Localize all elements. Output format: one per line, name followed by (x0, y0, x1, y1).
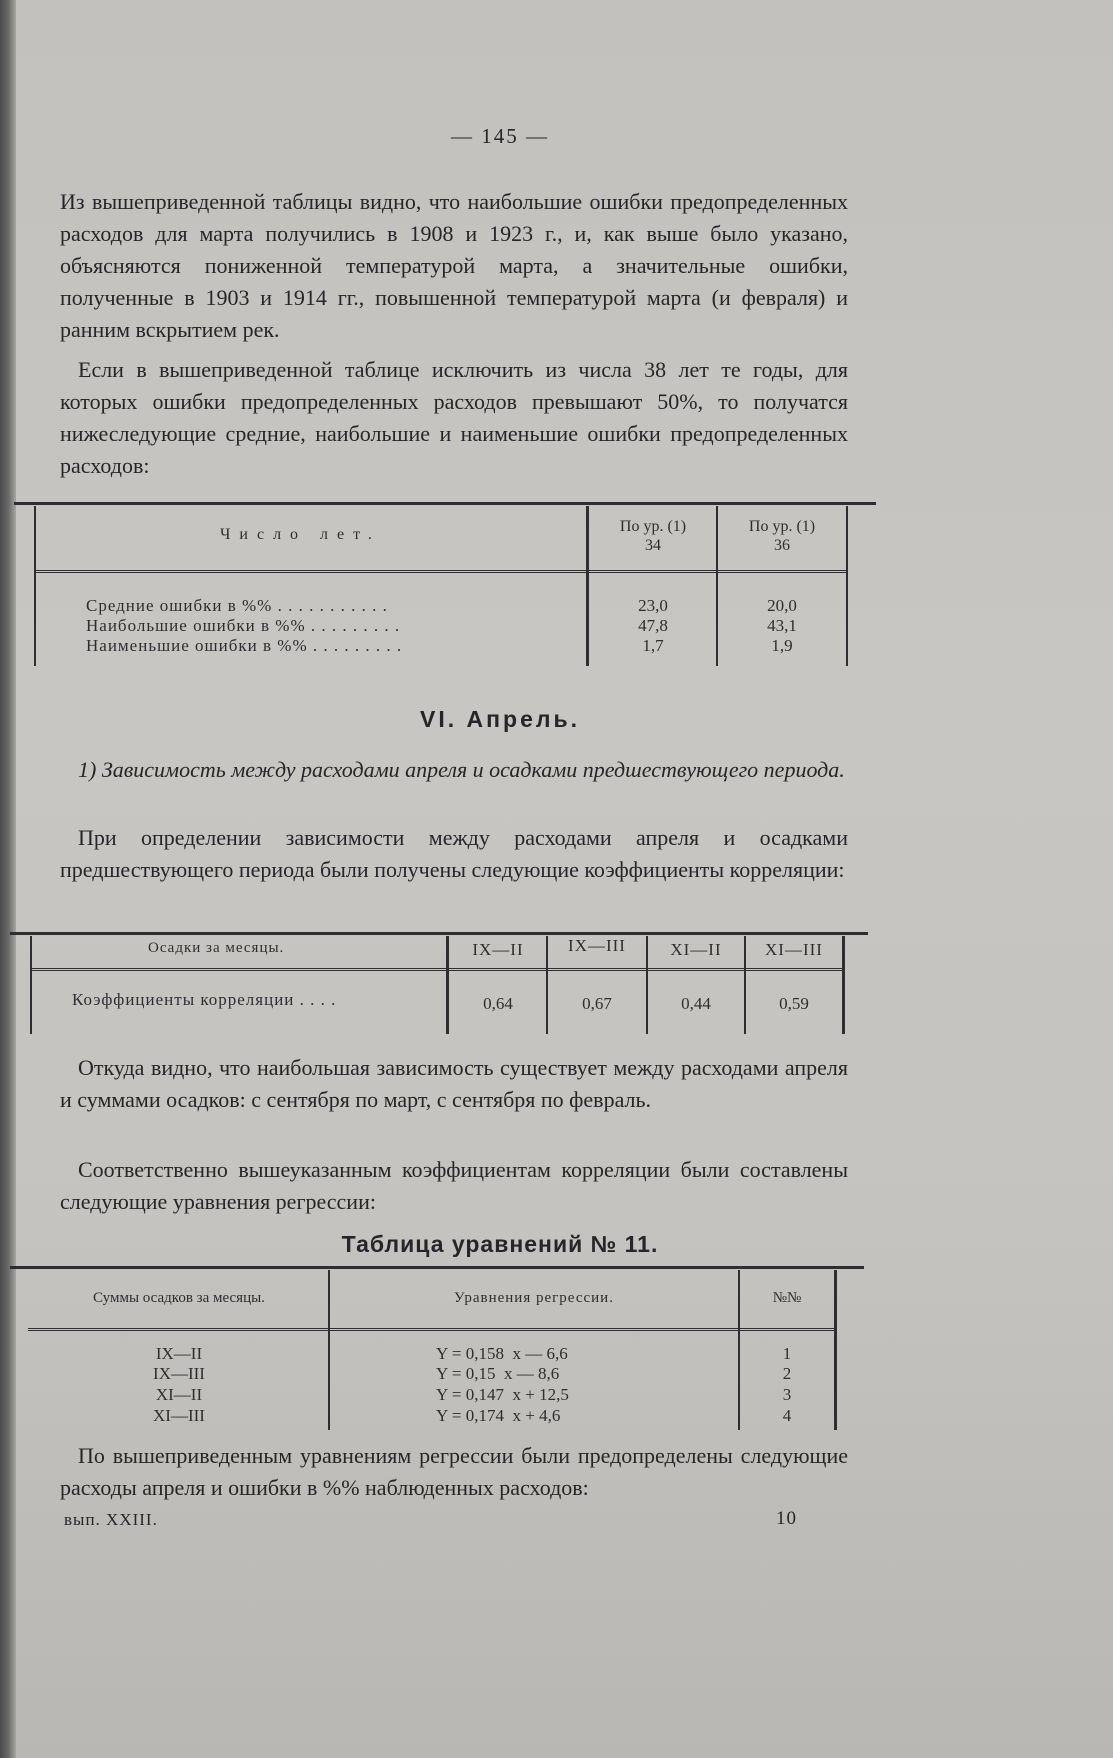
period-cell: IX—III (153, 1364, 205, 1383)
col-header: 34 (645, 537, 661, 554)
number-cell: 3 (782, 1385, 792, 1404)
row-value: 20,0 (767, 596, 797, 615)
period-header: XI—III (765, 940, 823, 959)
table-border (34, 506, 36, 666)
row-label: Наибольшие ошибки в %% . . . . . . . . . (86, 616, 401, 635)
equation-cell: Y = 0,158 x — 6,6 (436, 1344, 568, 1363)
section-heading: VI. Апрель. (420, 706, 580, 732)
paragraph-4: Откуда видно, что наибольшая зависимость существует между расходами апреля и суммами осадков: с сентября по март, с сентября по февраль. (60, 1055, 848, 1112)
equation-cell: Y = 0,15 x — 8,6 (436, 1364, 560, 1383)
paragraph-3: При определении зависимости между расходами апреля и осадками предшествующего периода были получены следующие коэффициенты корреляции: (60, 825, 848, 882)
number-cell: 4 (782, 1406, 792, 1425)
table-border (30, 936, 32, 1034)
number-cell: 1 (782, 1344, 792, 1363)
paragraph-6: По вышеприведенным уравнениям регрессии были предопределены следующие расходы апреля и ошибки в %% наблюденных расходов: (60, 1443, 848, 1500)
col-header: По ур. (1) (748, 518, 816, 535)
row-value: 1,7 (642, 636, 664, 655)
row-value: 47,8 (638, 616, 668, 635)
paragraph-1: Из вышеприведенной таблицы видно, что наибольшие ошибки предопределенных расходов для марта получились в 1908 и 1923 г., и, как выше было указано, объясняются пониженной температурой марта, а значительные ошибки, полученные в 1903 и 1914 гг., повышенной температурой марта (и февраля) и ранним вскрытием рек. (60, 189, 848, 342)
col-header: Уравнения регрессии. (454, 1290, 614, 1306)
row-label: Наименьшие ошибки в %% . . . . . . . . . (86, 636, 403, 655)
table-rule (32, 968, 844, 971)
paragraph-5: Соответственно вышеуказанным коэффициентам корреляции были составлены следующие уравнения регрессии: (60, 1157, 848, 1214)
row-value: 23,0 (638, 596, 668, 615)
correlation-value: 0,64 (483, 994, 513, 1013)
col-header: №№ (772, 1290, 802, 1306)
correlation-value: 0,67 (582, 994, 612, 1013)
correlation-value: 0,44 (681, 994, 711, 1013)
table-title: Таблица уравнений № 11. (341, 1231, 659, 1257)
table-rule (10, 1266, 864, 1269)
row-label: Средние ошибки в %% . . . . . . . . . . . (86, 596, 388, 615)
period-header: XI—II (670, 940, 722, 959)
number-cell: 2 (782, 1364, 792, 1383)
table-rule (14, 502, 876, 505)
table-border (446, 936, 449, 1034)
subsection-title: 1) Зависимость между расходами апреля и осадками предшествующего периода. (78, 757, 845, 782)
col-header: 36 (774, 537, 790, 554)
table-rule (10, 932, 868, 935)
col-header: Суммы осадков за месяцы. (93, 1290, 265, 1306)
period-cell: IX—II (155, 1344, 203, 1363)
row-label: Коэффициенты корреляции . . . . (72, 990, 337, 1009)
page-binding-edge (0, 0, 16, 1758)
equation-cell: Y = 0,174 x + 4,6 (436, 1406, 561, 1425)
table-border (842, 936, 845, 1034)
correlation-value: 0,59 (779, 994, 809, 1013)
page-number: — 145 — (451, 124, 549, 148)
period-cell: XI—III (153, 1406, 205, 1425)
period-header: IX—II (472, 940, 524, 959)
period-header: IX—III (568, 936, 626, 955)
period-cell: XI—II (155, 1385, 203, 1404)
row-value: 1,9 (771, 636, 793, 655)
footer-issue: вып. XXIII. (64, 1510, 158, 1529)
table-border (834, 1270, 837, 1430)
col-header: По ур. (1) (619, 518, 687, 535)
table-header: Число лет. (220, 526, 381, 543)
row-value: 43,1 (767, 616, 797, 635)
table-rule (36, 570, 846, 573)
equation-cell: Y = 0,147 x + 12,5 (436, 1385, 569, 1404)
table-border (846, 506, 848, 666)
paragraph-2: Если в вышеприведенной таблице исключить из числа 38 лет те годы, для которых ошибки предопределенных расходов превышают 50%, то получатся нижеследующие средние, наибольшие и наименьшие ошибки предопределенных расходов: (60, 357, 848, 478)
table-border (586, 506, 589, 666)
footer-sheet-number: 10 (776, 1508, 797, 1529)
table-header: Осадки за месяцы. (148, 940, 285, 956)
table-rule (28, 1328, 834, 1331)
